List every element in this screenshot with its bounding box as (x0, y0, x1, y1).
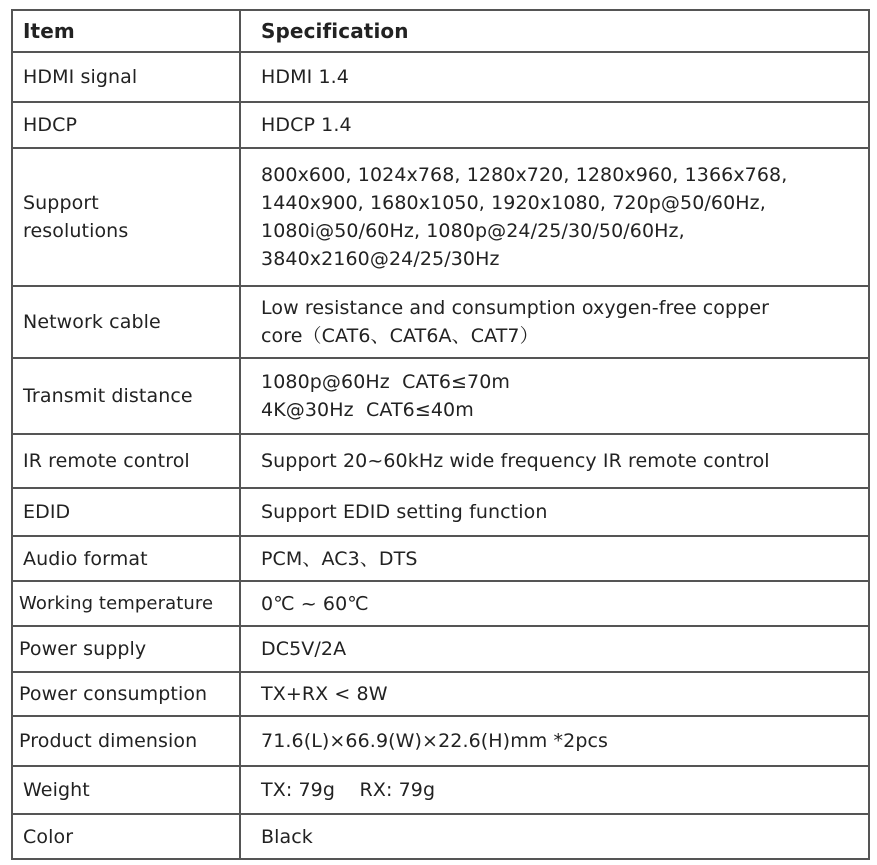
spec-line: 0℃ ~ 60℃ (261, 592, 369, 615)
row-spec (240, 716, 869, 766)
table-row (12, 102, 869, 148)
row-spec (240, 286, 869, 358)
spec-line: DC5V/2A (261, 638, 347, 660)
row-item: HDMI signal (12, 52, 240, 102)
spec-line: TX+RX < 8W (261, 683, 388, 705)
row-spec (240, 488, 869, 536)
row-spec (240, 581, 869, 626)
row-item: Color (12, 814, 240, 859)
spec-line: 71.6(L)×66.9(W)×22.6(H)mm *2pcs (261, 730, 609, 752)
spec-line: HDCP 1.4 (261, 114, 352, 136)
row-spec (240, 766, 869, 814)
row-spec (240, 52, 869, 102)
table-row (12, 148, 869, 286)
table-row (12, 814, 869, 859)
row-spec (240, 814, 869, 859)
table-row (12, 536, 869, 581)
table-header-row (12, 10, 869, 52)
spec-line: 1080i@50/60Hz, 1080p@24/25/30/50/60Hz, (261, 220, 685, 242)
table-row (12, 52, 869, 102)
spec-line: Black (261, 825, 313, 848)
spec-line: Support 20~60kHz wide frequency IR remote control (261, 450, 770, 472)
row-item: Transmit distance (12, 358, 240, 434)
item-line: Support (23, 192, 99, 214)
table-row (12, 581, 869, 626)
row-spec (240, 536, 869, 581)
spec-line: core（CAT6、CAT6A、CAT7） (261, 325, 539, 347)
row-item: Product dimension (12, 716, 240, 766)
table-row (12, 766, 869, 814)
row-spec (240, 434, 869, 488)
row-item: Network cable (12, 286, 240, 358)
row-spec (240, 626, 869, 672)
spec-line: HDMI 1.4 (261, 66, 349, 88)
row-item: Working temperature (12, 581, 240, 626)
table-row (12, 286, 869, 358)
spec-line: 800x600, 1024x768, 1280x720, 1280x960, 1366x768, (261, 164, 788, 186)
table-row (12, 434, 869, 488)
row-item: Weight (12, 766, 240, 814)
row-spec (240, 102, 869, 148)
row-item: Audio format (12, 536, 240, 581)
spec-table (11, 9, 870, 860)
spec-line: Support EDID setting function (261, 501, 548, 523)
row-item: Power consumption (12, 672, 240, 716)
header-item: Item (12, 10, 240, 52)
item-line: resolutions (23, 220, 129, 242)
row-item: Power supply (12, 626, 240, 672)
header-specification: Specification (240, 10, 869, 52)
row-item (12, 148, 240, 286)
spec-line: 1080p@60Hz CAT6≤70m (261, 371, 511, 393)
table-row (12, 626, 869, 672)
table-row (12, 672, 869, 716)
row-spec (240, 148, 869, 286)
row-spec (240, 672, 869, 716)
row-item: EDID (12, 488, 240, 536)
table-row (12, 716, 869, 766)
row-item: HDCP (12, 102, 240, 148)
spec-line: 1440x900, 1680x1050, 1920x1080, 720p@50/60Hz, (261, 192, 766, 214)
row-item: IR remote control (12, 434, 240, 488)
spec-line: TX: 79g RX: 79g (261, 779, 436, 801)
table-row (12, 358, 869, 434)
spec-line: PCM、AC3、DTS (261, 547, 418, 570)
spec-line: 4K@30Hz CAT6≤40m (261, 399, 474, 421)
row-spec (240, 358, 869, 434)
table-row (12, 488, 869, 536)
spec-line: Low resistance and consumption oxygen-free copper (261, 297, 770, 319)
spec-line: 3840x2160@24/25/30Hz (261, 248, 500, 270)
